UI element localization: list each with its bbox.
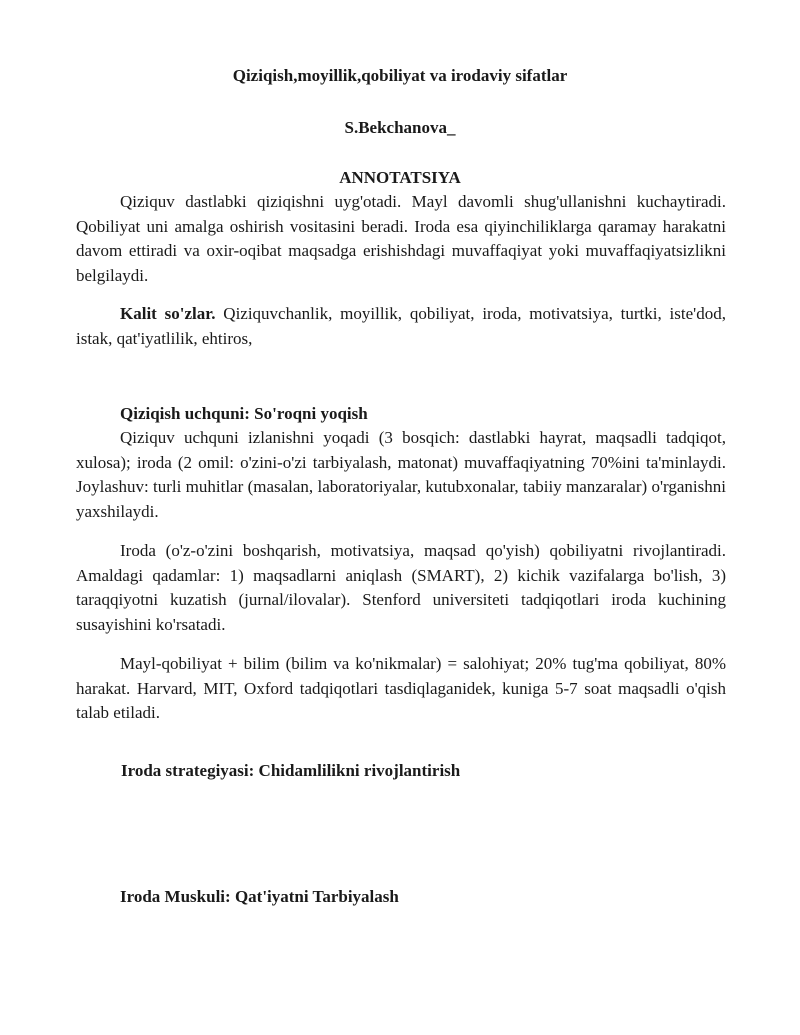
- keywords-label: Kalit so'zlar.: [120, 304, 216, 323]
- annotation-paragraph: Qiziquv dastlabki qiziqishni uyg'otadi. Mayl davomli shug'ullanishni kuchaytiradi. Qobiliyat uni amalga oshirish vositasini beradi. Iroda esa qiyinchiliklarga qaramay harakatni davom ettiradi va oxir-oqibat maqsadga erishishdagi muvaffaqiyat yoki muvaffaqiyatsizlikni belgilaydi.: [76, 192, 726, 285]
- annotation-heading: ANNOTATSIYA: [339, 168, 461, 187]
- section-paragraph-potential: Mayl-qobiliyat + bilim (bilim va ko'nikmalar) = salohiyat; 20% tug'ma qobiliyat, 80% harakat. Harvard, MIT, Oxford tadqiqotlari tasdiqlaganidek, kuniga 5-7 soat maqsadli o'qish talab etiladi.: [76, 654, 726, 722]
- section-paragraph-willpower: Iroda (o'z-o'zini boshqarish, motivatsiya, maqsad qo'yish) qobiliyatni rivojlantiradi. Amaldagi qadamlar: 1) maqsadlarni aniqlash (SMART), 2) kichik vazifalarga bo'lish, 3) taraqqiyotni kuzatish (jurnal/ilovalar). Stenford universiteti tadqiqotlari iroda kuchining susayishini ko'rsatadi.: [76, 541, 726, 634]
- section-heading-muscle: Iroda Muskuli: Qat'iyatni Tarbiyalash: [120, 887, 399, 906]
- section-heading-strategy: Iroda strategiyasi: Chidamlilikni rivojlantirish: [121, 761, 461, 780]
- section-paragraph-spark: Qiziquv uchquni izlanishni yoqadi (3 bosqich: dastlabki hayrat, maqsadli tadqiqot, xulosa); iroda (2 omil: o'zini-o'zi tarbiyalash, matonat) muvaffaqiyatning 70%ini ta'minlaydi. Joylashuv: turli muhitlar (masalan, laboratoriyalar, kutubxonalar, tabiiy manzaralar) o'rganishni yaxshilaydi.: [76, 428, 726, 521]
- keywords-paragraph: [76, 302, 726, 351]
- document-title: Qiziqish,moyillik,qobiliyat va irodaviy sifatlar: [232, 66, 568, 85]
- section-heading-curiosity: Qiziqish uchquni: So'roqni yoqish: [120, 404, 368, 423]
- keywords-list: Qiziquvchanlik, moyillik, qobiliyat, iroda, motivatsiya, turtki, iste'dod, istak, qat'iyatlilik, ehtiros,: [76, 304, 726, 348]
- author-name: S.Bekchanova_: [344, 118, 456, 137]
